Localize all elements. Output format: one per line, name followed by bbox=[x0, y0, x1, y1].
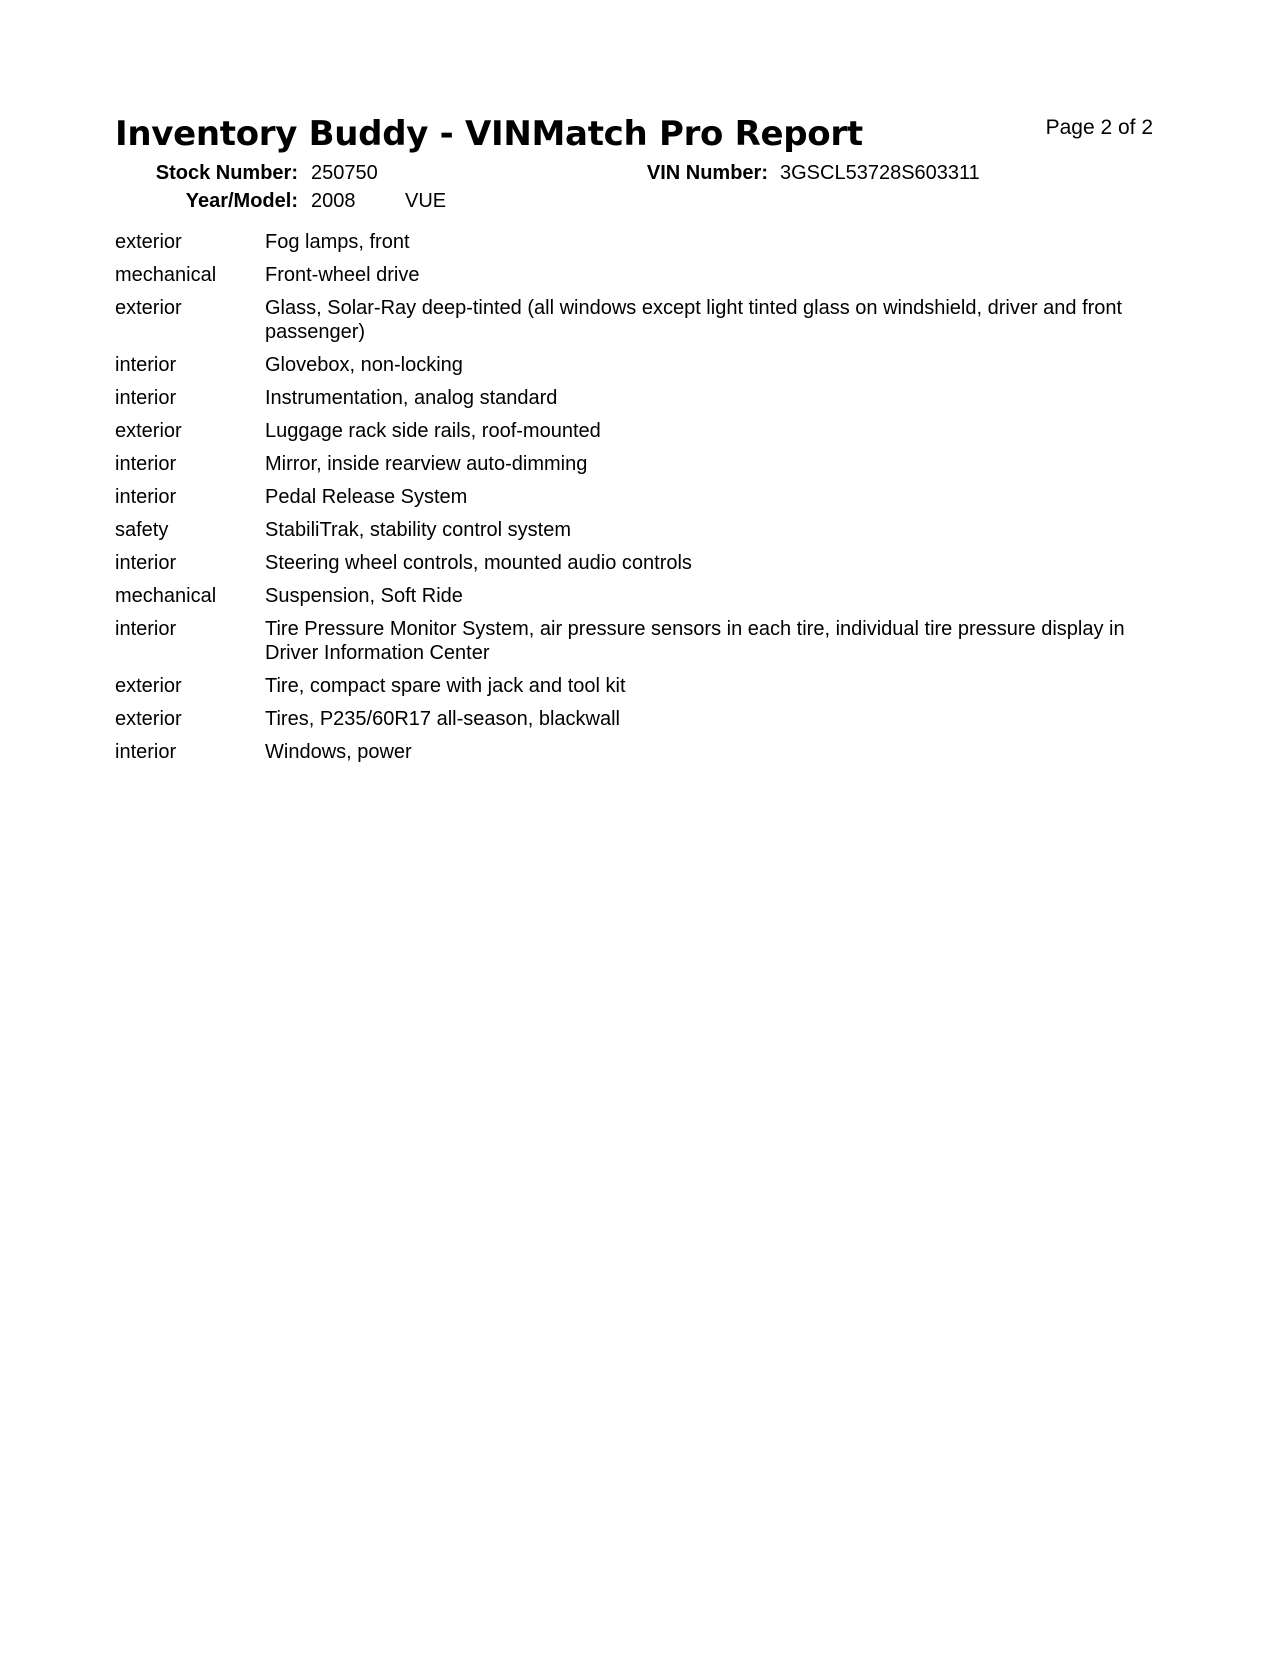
feature-description: Windows, power bbox=[265, 741, 412, 763]
feature-category: exterior bbox=[115, 231, 182, 253]
feature-row bbox=[115, 707, 1165, 731]
feature-category: interior bbox=[115, 486, 177, 508]
feature-row bbox=[115, 263, 1165, 287]
feature-description: Pedal Release System bbox=[265, 486, 468, 508]
feature-description: Tire, compact spare with jack and tool kit bbox=[265, 675, 626, 697]
year-model-label: Year/Model: bbox=[185, 190, 298, 212]
feature-category: interior bbox=[115, 387, 177, 409]
feature-row bbox=[115, 674, 1165, 698]
feature-row bbox=[115, 617, 1165, 665]
model-value: VUE bbox=[405, 190, 447, 212]
features-list bbox=[115, 230, 1165, 773]
feature-category: interior bbox=[115, 453, 177, 475]
feature-row bbox=[115, 419, 1165, 443]
feature-row bbox=[115, 230, 1165, 254]
feature-description: Instrumentation, analog standard bbox=[265, 387, 558, 409]
feature-description: Suspension, Soft Ride bbox=[265, 585, 463, 607]
stock-number-label: Stock Number: bbox=[155, 162, 298, 184]
feature-category: mechanical bbox=[115, 264, 217, 286]
feature-description: Steering wheel controls, mounted audio controls bbox=[265, 552, 692, 574]
feature-category: exterior bbox=[115, 675, 182, 697]
feature-category: exterior bbox=[115, 708, 182, 730]
feature-row bbox=[115, 452, 1165, 476]
feature-row bbox=[115, 296, 1165, 344]
feature-row bbox=[115, 386, 1165, 410]
feature-row bbox=[115, 485, 1165, 509]
vin-number-value: 3GSCL53728S603311 bbox=[780, 162, 980, 184]
feature-category: safety bbox=[115, 519, 169, 541]
year-value: 2008 bbox=[311, 190, 356, 212]
report-title: Inventory Buddy - VINMatch Pro Report bbox=[115, 114, 863, 154]
page-number: Page 2 of 2 bbox=[1045, 116, 1153, 139]
feature-description: Glass, Solar-Ray deep-tinted (all windows except light tinted glass on windshield, driver and front passenger) bbox=[265, 297, 1123, 343]
feature-description: Tire Pressure Monitor System, air pressure sensors in each tire, individual tire pressure display in Driver Information Center bbox=[265, 618, 1125, 664]
feature-category: interior bbox=[115, 741, 177, 763]
feature-category: mechanical bbox=[115, 585, 217, 607]
feature-description: StabiliTrak, stability control system bbox=[265, 519, 572, 541]
feature-description: Fog lamps, front bbox=[265, 231, 410, 253]
feature-row bbox=[115, 518, 1165, 542]
vin-number-label: VIN Number: bbox=[646, 162, 768, 184]
feature-category: interior bbox=[115, 618, 177, 640]
feature-description: Front-wheel drive bbox=[265, 264, 420, 286]
feature-row bbox=[115, 584, 1165, 608]
feature-description: Luggage rack side rails, roof-mounted bbox=[265, 420, 601, 442]
feature-category: interior bbox=[115, 552, 177, 574]
feature-category: exterior bbox=[115, 297, 182, 319]
feature-description: Glovebox, non-locking bbox=[265, 354, 463, 376]
stock-number-value: 250750 bbox=[311, 162, 378, 184]
feature-row bbox=[115, 740, 1165, 764]
feature-category: exterior bbox=[115, 420, 182, 442]
feature-description: Tires, P235/60R17 all-season, blackwall bbox=[265, 708, 620, 730]
feature-category: interior bbox=[115, 354, 177, 376]
feature-row bbox=[115, 353, 1165, 377]
feature-description: Mirror, inside rearview auto-dimming bbox=[265, 453, 588, 475]
feature-row bbox=[115, 551, 1165, 575]
